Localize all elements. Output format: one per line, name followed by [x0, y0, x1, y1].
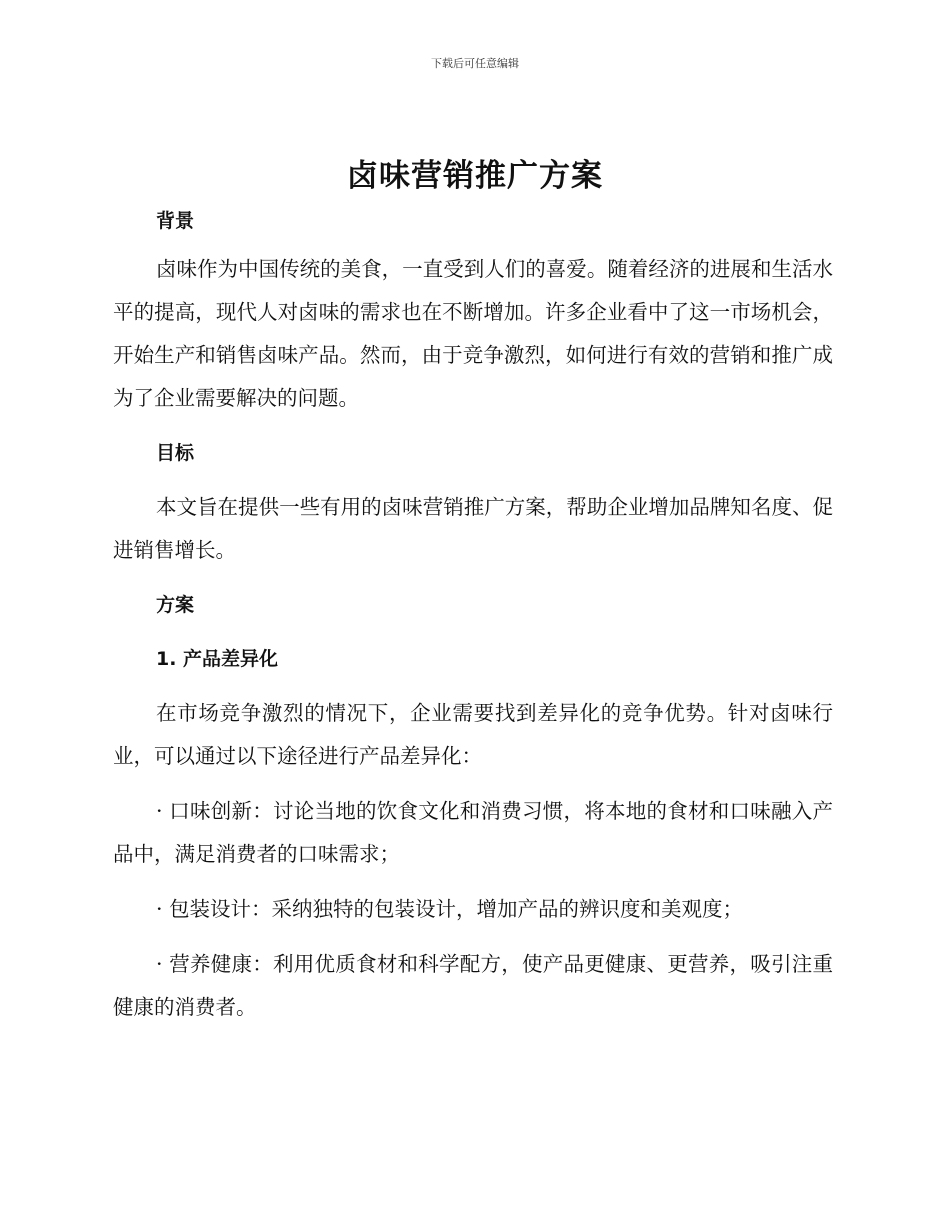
- bullet-item: · 口味创新：讨论当地的饮食文化和消费习惯，将本地的食材和口味融入产品中，满足消费者的口味需求；: [113, 799, 833, 866]
- document-title: 卤味营销推广方案: [347, 158, 603, 194]
- bullet-item: · 包装设计：采纳独特的包装设计，增加产品的辨识度和美观度；: [156, 897, 744, 921]
- section-heading-background: 背景: [156, 210, 195, 232]
- goal-paragraph: 本文旨在提供一些有用的卤味营销推广方案，帮助企业增加品牌知名度、促进销售增长。: [113, 495, 833, 562]
- header-note: 下载后可任意编辑: [431, 57, 519, 70]
- document-body: [113, 200, 833, 1041]
- plan-paragraph: 在市场竞争激烈的情况下，企业需要找到差异化的竞争优势。针对卤味行业，可以通过以下途径进行产品差异化：: [113, 701, 833, 768]
- subheading-product-differentiation: 1. 产品差异化: [156, 648, 279, 670]
- section-heading-plan: 方案: [156, 594, 195, 616]
- section-heading-goal: 目标: [156, 442, 195, 464]
- bullet-item: · 营养健康：利用优质食材和科学配方，使产品更健康、更营养，吸引注重健康的消费者。: [113, 952, 833, 1019]
- background-paragraph: 卤味作为中国传统的美食，一直受到人们的喜爱。随着经济的进展和生活水平的提高，现代人对卤味的需求也在不断增加。许多企业看中了这一市场机会，开始生产和销售卤味产品。然而，由于竞争激烈，如何进行有效的营销和推广成为了企业需要解决的问题。: [113, 257, 833, 410]
